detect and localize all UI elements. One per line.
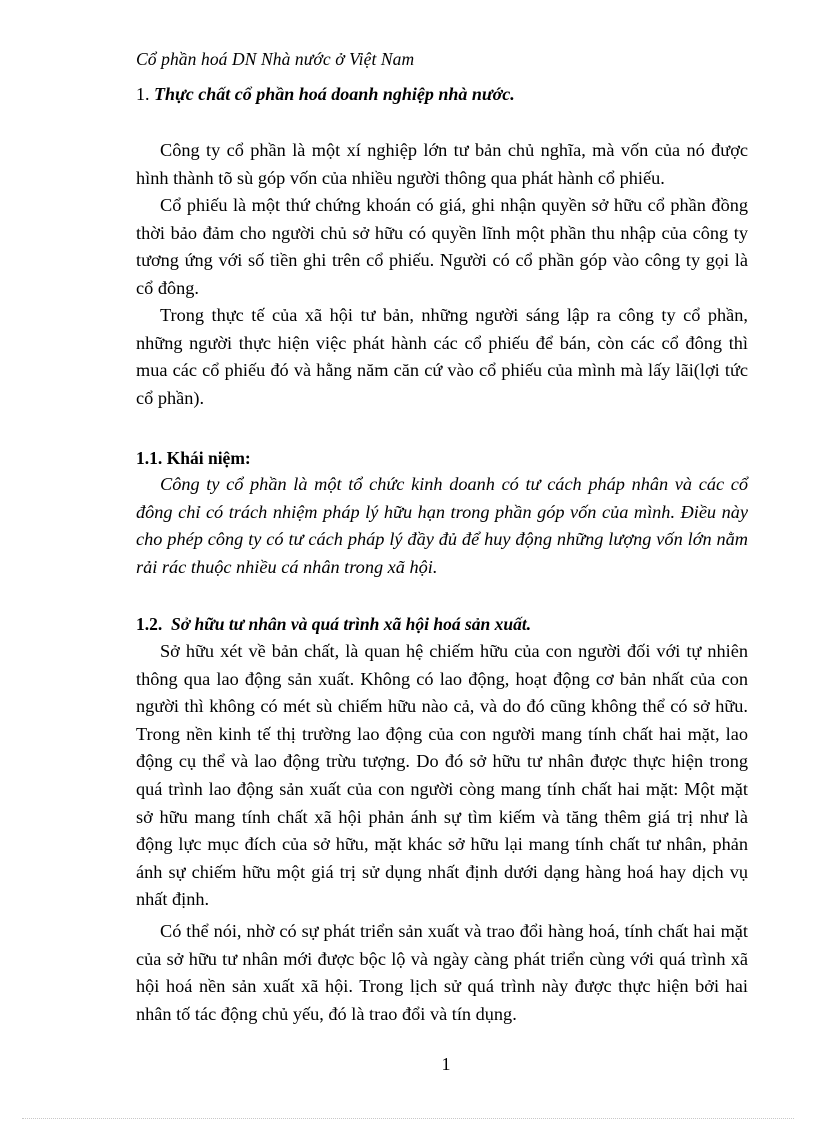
section-1-2-number: 1.2. (136, 614, 163, 634)
paragraph-3: Trong thực tế của xã hội tư bản, những người sáng lập ra công ty cổ phần, những người thực hiện việc phát hành các cổ phiếu để bán, còn các cổ đông thì mua các cổ phiếu đó và hằng năm căn cứ vào cổ phiếu của mình mà lấy lãi(lợi tức cổ phần). (136, 305, 748, 408)
section-1-2-heading (136, 614, 531, 635)
paragraph-2: Cổ phiếu là một thứ chứng khoán có giá, ghi nhận quyền sở hữu cổ phần đồng thời bảo đảm cho người chủ sở hữu có quyền lĩnh một phần thu nhập của công ty tương ứng với số tiền ghi trên cổ phiếu. Người có cổ phần góp vào công ty gọi là cổ đông. (136, 195, 748, 298)
section-1-2-title: Sở hữu tư nhân và quá trình xã hội hoá sản xuất. (171, 614, 532, 634)
section-1-heading (136, 84, 515, 105)
section-1-1-body: Công ty cổ phần là một tổ chức kinh doanh có tư cách pháp nhân và các cổ đông chỉ có trách nhiệm pháp lý hữu hạn trong phần góp vốn của mình. Điều này cho phép công ty có tư cách pháp lý đầy đủ để huy động những lượng vốn lớn nằm rải rác thuộc nhiều cá nhân trong xã hội. (136, 474, 748, 577)
page-number: 1 (441, 1054, 451, 1074)
running-header: Cổ phần hoá DN Nhà nước ở Việt Nam (136, 49, 415, 69)
section-1-number: 1. (136, 84, 150, 104)
section-1-1-heading: 1.1. Khái niệm: (136, 448, 251, 468)
footer-divider (22, 1118, 794, 1119)
section-1-title: Thực chất cổ phần hoá doanh nghiệp nhà nước. (154, 84, 515, 104)
paragraph-1: Công ty cổ phần là một xí nghiệp lớn tư bản chủ nghĩa, mà vốn của nó được hình thành tõ sù góp vốn của nhiều người thông qua phát hành cổ phiếu. (136, 140, 748, 188)
section-1-2-paragraph-1: Sở hữu xét về bản chất, là quan hệ chiếm hữu của con người đối với tự nhiên thông qua lao động sản xuất. Không có lao động, hoạt động cơ bản nhất của con người thì không có mét sù chiếm hữu nào cả, và do đó cũng không thể có sở hữu. Trong nền kinh tế thị trường lao động của con người mang tính chất hai mặt, lao động cụ thể và lao động trừu tượng. Do đó sở hữu tư nhân được thực hiện trong quá trình lao động sản xuất của con người còng mang tính chất hai mặt: Một mặt sở hữu mang tính chất xã hội phản ánh sự tìm kiếm và tăng thêm giá trị như là động lực mục đích của sở hữu, mặt khác sở hữu lại mang tính chất tư nhân, phản ánh sự chiếm hữu một giá trị sử dụng nhất định dưới dạng hàng hoá hay dịch vụ nhất định. (136, 641, 748, 910)
section-1-2-paragraph-2: Có thể nói, nhờ có sự phát triển sản xuất và trao đổi hàng hoá, tính chất hai mặt của sở hữu tư nhân mới được bộc lộ và ngày càng phát triển cùng với quá trình xã hội hoá nền sản xuất xã hội. Trong lịch sử quá trình này được thực hiện bởi hai nhân tố tác động chủ yếu, đó là trao đổi và tín dụng. (136, 921, 748, 1024)
